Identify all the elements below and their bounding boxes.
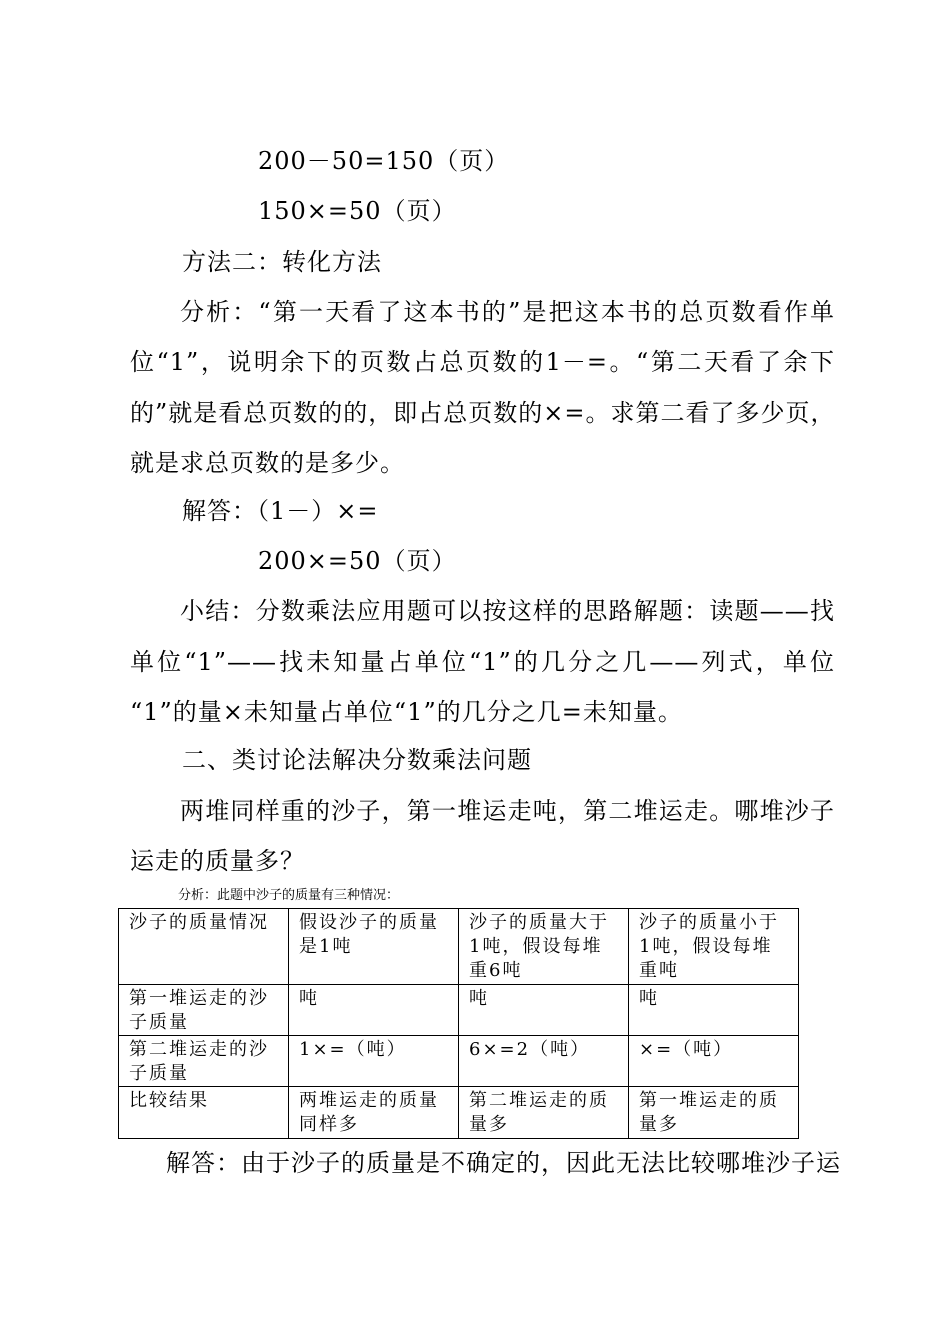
table-cell: 第一堆运走的质量多 [629,1087,799,1139]
table-cell: 吨 [629,985,799,1036]
summary-line-1: 小结：分数乘法应用题可以按这样的思路解题：读题——找 [180,597,835,625]
table-header-row [119,909,799,985]
analysis-line-4: 就是求总页数的是多少。 [130,449,405,477]
table-cell: 吨 [289,985,459,1036]
table-row [119,985,799,1036]
table-header-cell: 假设沙子的质量是1吨 [289,909,459,985]
table-cell: 第二堆运走的质量多 [459,1087,629,1139]
table-header-cell: 沙子的质量情况 [119,909,289,985]
answer-label: 解答：（1－）×= [182,497,379,525]
table-row [119,1036,799,1087]
table-cell: 第一堆运走的沙子质量 [119,985,289,1036]
table-header-cell: 沙子的质量小于1吨，假设每堆重吨 [629,909,799,985]
analysis-line-1: 分析：“第一天看了这本书的”是把这本书的总页数看作单 [180,298,835,326]
table-cell: 比较结果 [119,1087,289,1139]
analysis-line-2: 位“1”，说明余下的页数占总页数的1－=。“第二天看了余下 [130,348,835,376]
table-cell: 两堆运走的质量同样多 [289,1087,459,1139]
table-caption: 分析：此题中沙子的质量有三种情况： [178,888,400,903]
method-two-heading: 方法二：转化方法 [182,248,382,276]
final-answer-line: 解答：由于沙子的质量是不确定的，因此无法比较哪堆沙子运 [166,1149,841,1177]
answer-calc: 200×=50（页） [258,547,457,575]
analysis-line-3: 的”就是看总页数的的，即占总页数的×=。求第二看了多少页， [130,399,836,427]
calc-line-1: 200－50=150（页） [258,147,510,175]
table-cell: 6×=2（吨） [459,1036,629,1087]
summary-line-3: “1”的量×未知量占单位“1”的几分之几=未知量。 [130,698,683,726]
calc-line-2: 150×=50（页） [258,197,457,225]
table-cell: 第二堆运走的沙子质量 [119,1036,289,1087]
table-cell: 吨 [459,985,629,1036]
table-cell: ×=（吨） [629,1036,799,1087]
problem-line-2: 运走的质量多？ [130,847,305,875]
summary-line-2: 单位“1”——找未知量占单位“1”的几分之几——列式，单位 [130,648,835,676]
table-cell: 1×=（吨） [289,1036,459,1087]
section-two-heading: 二、类讨论法解决分数乘法问题 [182,746,532,774]
analysis-table [118,908,799,1139]
problem-line-1: 两堆同样重的沙子，第一堆运走吨，第二堆运走。哪堆沙子 [180,797,835,825]
table-header-cell: 沙子的质量大于1吨，假设每堆重6吨 [459,909,629,985]
table-row [119,1087,799,1139]
